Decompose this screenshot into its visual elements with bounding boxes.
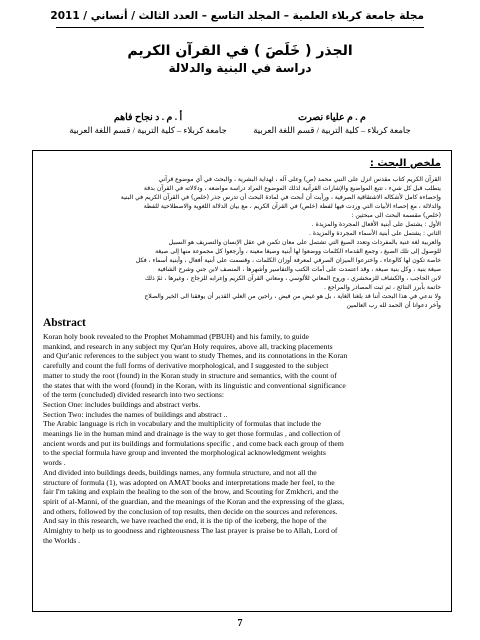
english-abstract-line: The Arabic language is rich in vocabulary and the multiplicity of formulas that include the xyxy=(43,419,321,429)
arabic-abstract-line: يتطلب قبل كل شيء ، تتبع المواضيع والإشارات القرآنية لذلك الموضوع المراد دراسة مواضعه ، ودلالاته في القرآن بدقة xyxy=(143,185,441,192)
arabic-abstract xyxy=(43,175,441,310)
english-abstract-line: mankind, and research in any subject my Qur'an Holy requires, above all, tracking placements xyxy=(43,341,333,351)
arabic-abstract-line: للوصول إلى تلك الصيغ ، وجمع القدماء الكلمات ووضعوا لها أبنية وصيغا معينة ، وأرجعوا كل مجموعة منها إلى صيغة xyxy=(155,248,441,255)
paper-subtitle: دراسة في البنية والدلالة xyxy=(168,61,312,75)
english-abstract xyxy=(43,332,441,545)
english-abstract-line: of the term (concluded) divided research into two sections: xyxy=(43,390,225,400)
english-abstract-line: Section Two: includes the names of buildings and abstract .. xyxy=(43,409,228,419)
author-1 xyxy=(56,112,240,136)
english-abstract-line: the states that with the word (found) in the Koran, with its linguistic and conventional significance xyxy=(43,380,346,390)
author-affiliation: جامعة كربلاء – كلية التربية / قسم اللغة العربية xyxy=(69,125,227,135)
arabic-abstract-line: الثاني : يشتمل على أبنية الأسماء المجردة والمزيدة . xyxy=(309,230,441,237)
arabic-abstract-line: والعربية لغة غنية بالمفردات وتعدد الصيغ التي تشتمل على معان تكمن في عقل الإنسان والتصريف هو السبيل xyxy=(168,239,441,246)
english-abstract-line: And divided into buildings deeds, buildings names, any formula structure, and not all the xyxy=(43,467,317,477)
author-affiliation: جامعة كربلاء – كلية التربية / قسم اللغة العربية xyxy=(253,125,411,135)
arabic-abstract-line: القرآن الكريم كتاب مقدس انزل على النبي محمد (ص) وعلى آله ، لهداية البشرية ، والبحث في أي موضوع قرآني xyxy=(158,176,441,183)
arabic-abstract-line: صيغة بنية ، وكل بنية صيغة ، وقد اعتمدت على أمات الكتب والتفاسير وأشهرها ، المنصف لابن جني وشرح الشافية xyxy=(157,266,441,273)
arabic-abstract-line: والدلالة ، مع إحصاء الأبيات التي وردت فيها لفظة (خلص) في القرآن الكريم ، مع بيان الدلالة اللغوية والاصطلاحية للفظة xyxy=(143,203,441,210)
arabic-abstract-line: (خلص) مقسمة البحث الى مبحثين : xyxy=(351,212,441,219)
english-abstract-line: matter to study the root (found) in the Koran study in structure and semantics, with the count of xyxy=(43,370,337,380)
arabic-abstract-line: خاصة تكون لها كالوعاء ، واخترعوا الميزان الصرفي لمعرفة أوزان الكلمات ، وقسمت على أبنية أفعال ، وأبنية أسماء ، فكل xyxy=(135,257,441,264)
arabic-abstract-line: لابن الحاجب ، والكشاف للزمخشري ، وروح المعاني للألوسي ، ومعاني القرآن الكريم وإعرابه للزجاج ، وغيرها ، ثمّ ذلك xyxy=(144,275,441,282)
english-abstract-line: to the special formula have group and invented the morphological acknowledgment weights xyxy=(43,448,326,458)
arabic-abstract-line: وآخر دعوانا أن الحمد لله رب العالمين xyxy=(346,302,441,309)
english-abstract-line: Almighty to help us to goodness and righteousness The last prayer is praise be to Allah, Lord of xyxy=(43,526,338,536)
english-abstract-line: words . xyxy=(43,458,66,468)
title-block xyxy=(56,42,424,76)
authors xyxy=(56,112,424,136)
author-2 xyxy=(240,112,424,136)
english-abstract-line: ancient words and put its buildings and formulations specific , and come back each group of them xyxy=(43,438,344,448)
author-name: أ . م . د نجاح فاهم xyxy=(113,113,183,123)
running-header: مجلة جامعة كربلاء العلمية – المجلد التاسع – العدد الثالث / أنساني / 2011 xyxy=(50,10,424,22)
english-abstract-line: Section One: includes buildings and abstract verbs. xyxy=(43,399,201,409)
arabic-abstract-heading: ملخص البحث : xyxy=(369,158,441,169)
author-name: م . م علياء نصرت xyxy=(298,113,366,123)
english-abstract-heading: Abstract xyxy=(43,317,86,329)
arabic-abstract-line: ولا ندعي في هذا البحث أننا قد بلغنا الغاية ، بل هو غيض من فيض ، راجين من العلي القدير أن يوفقنا الى الخير والصلاح xyxy=(144,293,441,300)
english-abstract-line: and others, followed by the conclusion of top results, then decide on the sources and references. xyxy=(43,506,338,516)
english-abstract-line: meanings lie in the human mind and drainage is the way to get those formulas , and collection of xyxy=(43,429,341,439)
english-abstract-line: fair I'm taking and explain the healing to the son of the brow, and Scouting for Zmkhcri, and the xyxy=(43,487,339,497)
arabic-abstract-line: خاتمة بأبرز النتائج ، ثم ثبت المصادر والمراجع . xyxy=(324,284,441,291)
english-abstract-line: the Worlds . xyxy=(43,535,81,545)
arabic-abstract-line: وإحصاءه كامل لأشكاله الاشتقاقية الصرفية ، ورأيت أن أبحث في لمادة البحث أن تدرس جذر (خلص) في القرآن الكريم في البنية xyxy=(120,194,441,201)
paper-title: الجذر ( خَلَصَ ) في القرآن الكريم xyxy=(127,43,353,59)
english-abstract-line: and Qur'anic references to the subject you want to study Themes, and its connotations in the Koran xyxy=(43,351,348,361)
english-abstract-line: structure of formula (1), was adopted on AMAT books and interpretations made her feel, to the xyxy=(43,477,335,487)
english-abstract-line: carefully and count the full forms of derivative morphological, and I suggested to the subject xyxy=(43,361,329,371)
english-abstract-line: Koran holy book revealed to the Prophet Mohammad (PBUH) and his family, to guide xyxy=(43,332,309,341)
arabic-abstract-line: الأول : يشتمل على أبنية الأفعال المجردة والمزيدة . xyxy=(311,221,441,228)
header-rule xyxy=(56,27,424,28)
page-number: 7 xyxy=(237,618,243,629)
english-abstract-line: And say in this research, we have reached the end, it is the tip of the iceberg, the hope of the xyxy=(43,516,327,526)
abstract-box xyxy=(32,150,452,612)
english-abstract-line: spirit of al-Manni, of the guardian, and the meanings of the Koran and the expressing of the glass, xyxy=(43,496,345,506)
